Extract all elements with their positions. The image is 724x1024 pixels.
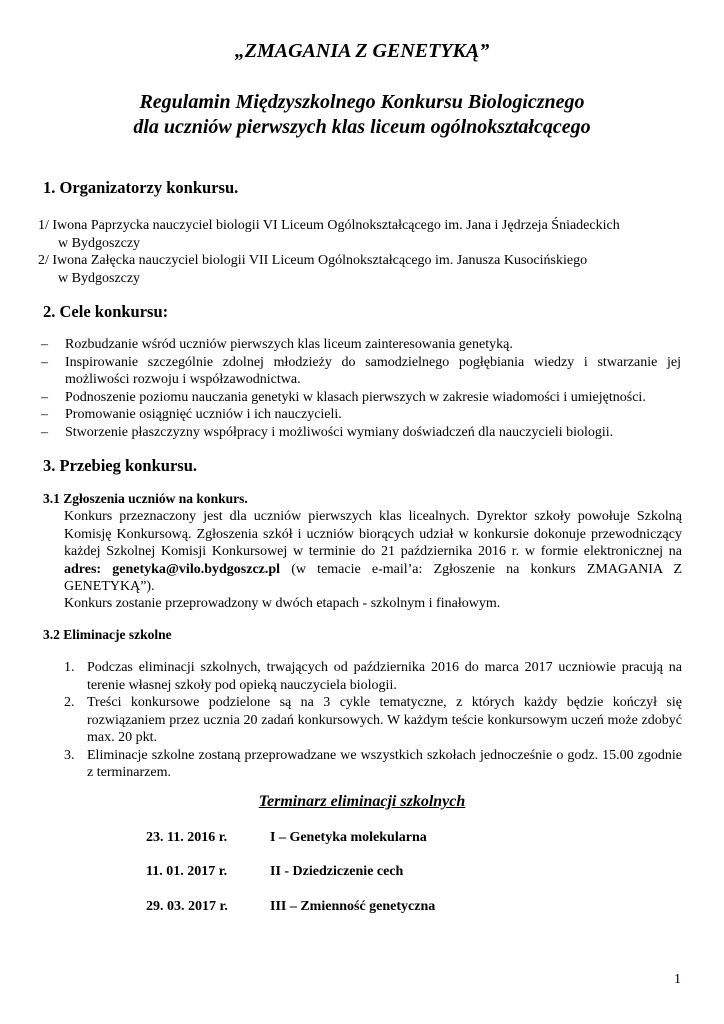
organizer-2-line-1: 2/ Iwona Załęcka nauczyciel biologii VII Liceum Ogólnokształcącego im. Janusza Kusocińskiego xyxy=(38,253,588,268)
list-number: 2. xyxy=(64,695,75,710)
list-number: 1. xyxy=(64,660,75,675)
registration-text-tail: (w temacie e-mail’a: Zgłoszenie na konkurs ZMAGANIA Z GENETYKĄ”). xyxy=(64,561,683,594)
goal-item xyxy=(41,406,681,424)
goal-item xyxy=(41,336,681,354)
registration-paragraph xyxy=(64,508,682,596)
dash-marker: – xyxy=(41,354,48,370)
organizer-1-line-2: w Bydgoszczy xyxy=(58,235,141,251)
list-text: Eliminacje szkolne zostaną przeprowadzane we wszystkich szkołach jednocześnie o godz. 15.00 zgodnie z terminarzem. xyxy=(87,747,682,780)
schedule-topic: I – Genetyka molekularna xyxy=(270,830,427,845)
schedule-date: 11. 01. 2017 r. xyxy=(146,864,228,879)
subtitle-line-1: Regulamin Międzyszkolnego Konkursu Biologicznego xyxy=(139,91,585,113)
school-elimination-list xyxy=(64,659,682,782)
list-text: Treści konkursowe podzielone są na 3 cykle tematyczne, z których każdy będzie kończył się rozwiązaniem przez ucznia 20 zadań konkursowych. W każdym teście konkursowym uczeń może zdobyć max. 20 pkt. xyxy=(87,695,682,745)
contact-email-address[interactable]: adres: genetyka@vilo.bydgoszcz.pl xyxy=(64,561,281,577)
goal-text: Stworzenie płaszczyzny współpracy i możliwości wymiany doświadczeń dla nauczycieli biologii. xyxy=(65,424,614,440)
subsection-3-1-heading: 3.1 Zgłoszenia uczniów na konkurs. xyxy=(43,491,248,506)
schedule-row xyxy=(146,899,435,915)
section-2-heading: 2. Cele konkursu: xyxy=(43,302,169,321)
schedule-row xyxy=(146,830,427,846)
goal-text: Promowanie osiągnięć uczniów i ich nauczycieli. xyxy=(65,407,342,422)
goal-item xyxy=(41,424,681,442)
goal-text: Rozbudzanie wśród uczniów pierwszych klas liceum zainteresowania genetyką. xyxy=(65,337,513,352)
registration-text: Konkurs przeznaczony jest dla uczniów pierwszych klas licealnych. Dyrektor szkoły powołuje Szkolną Komisję Konkursową. Zgłoszenia szkół i uczniów biorących udział w konkursie dokonuje przewodniczący każdej Szkolnej Komisji Konkursowej w terminie do 21 października 2016 r. w formie elektronicznej na xyxy=(64,509,682,559)
organizer-1-line-1: 1/ Iwona Paprzycka nauczyciel biologii VI Liceum Ogólnokształcącego im. Jana i Jędrzeja Śniadeckich xyxy=(38,218,620,233)
dash-marker: – xyxy=(41,337,48,352)
document-title: „ZMAGANIA Z GENETYKĄ” xyxy=(234,40,490,62)
schedule-title: Terminarz eliminacji szkolnych xyxy=(258,793,466,810)
schedule-topic: III – Zmienność genetyczna xyxy=(270,899,436,914)
stages-paragraph: Konkurs zostanie przeprowadzony w dwóch etapach - szkolnym i finałowym. xyxy=(64,596,501,611)
goal-text: Podnoszenie poziomu nauczania genetyki w klasach pierwszych w zakresie wiadomości i umiejętności. xyxy=(65,389,646,405)
goal-item xyxy=(41,354,681,389)
list-item xyxy=(64,694,682,747)
section-3-heading: 3. Przebieg konkursu. xyxy=(43,456,198,475)
goal-text: Inspirowanie szczególnie zdolnej młodzieży do samodzielnego pogłębiania wiedzy i stwarzanie jej możliwości rozwoju i współzawodnictwa. xyxy=(65,354,681,387)
organizer-2-line-2: w Bydgoszczy xyxy=(58,270,141,286)
schedule-date: 29. 03. 2017 r. xyxy=(146,899,228,914)
schedule-date: 23. 11. 2016 r. xyxy=(146,830,228,845)
dash-marker: – xyxy=(41,389,48,405)
dash-marker: – xyxy=(41,407,48,422)
subsection-3-2-heading: 3.2 Eliminacje szkolne xyxy=(43,627,172,642)
list-text: Podczas eliminacji szkolnych, trwających od października 2016 do marca 2017 uczniowie pracują na terenie własnej szkoły pod opieką nauczyciela biologii. xyxy=(87,660,682,693)
list-number: 3. xyxy=(64,747,75,763)
goal-item xyxy=(41,389,681,407)
schedule-row xyxy=(146,864,403,880)
section-1-heading: 1. Organizatorzy konkursu. xyxy=(43,178,239,197)
organizers-list xyxy=(38,217,698,287)
document-subtitle xyxy=(0,90,724,140)
goals-list xyxy=(41,336,681,441)
page-number: 1 xyxy=(674,972,681,987)
list-item xyxy=(64,659,682,694)
subtitle-line-2: dla uczniów pierwszych klas liceum ogólnokształcącego xyxy=(133,116,591,138)
list-item xyxy=(64,747,682,782)
dash-marker: – xyxy=(41,424,48,440)
schedule-topic: II - Dziedziczenie cech xyxy=(270,864,404,879)
